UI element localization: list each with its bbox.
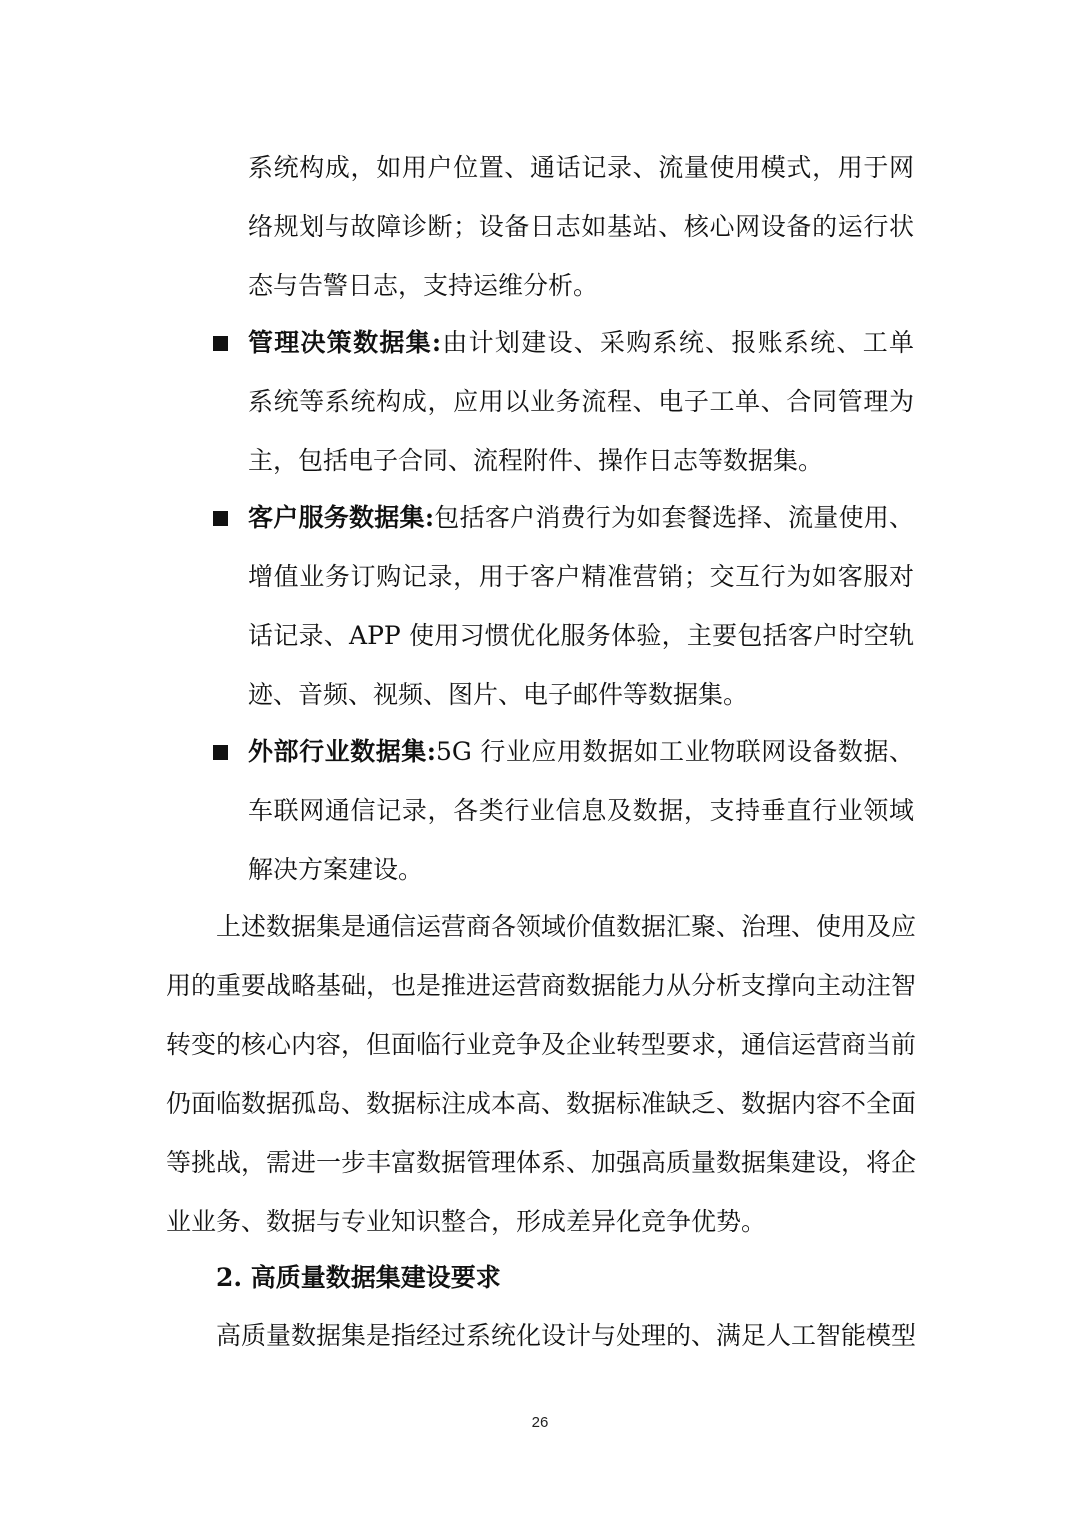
text-line: 主，包括电子合同、流程附件、操作日志等数据集。 bbox=[248, 446, 824, 475]
bullet-term: 管理决策数据集: bbox=[248, 328, 442, 357]
text-line: 迹、音频、视频、图片、电子邮件等数据集。 bbox=[248, 680, 749, 709]
bullet-item-first-line bbox=[248, 323, 914, 363]
paragraph-line: 业业务、数据与专业知识整合，形成差异化竞争优势。 bbox=[166, 1207, 767, 1236]
paragraph-line: 转变的核心内容，但面临行业竞争及企业转型要求，通信运营商当前 bbox=[166, 1030, 917, 1059]
bullet-term: 客户服务数据集: bbox=[248, 503, 435, 532]
bullet-term: 外部行业数据集: bbox=[248, 737, 437, 766]
bullet-text: 5G 行业应用数据如工业物联网设备数据、 bbox=[436, 737, 915, 766]
text-line: 系统等系统构成，应用以业务流程、电子工单、合同管理为 bbox=[248, 387, 914, 416]
bullet-text: 由计划建设、采购系统、报账系统、工单 bbox=[441, 328, 914, 357]
paragraph-line: 用的重要战略基础，也是推进运营商数据能力从分析支撑向主动注智 bbox=[166, 971, 917, 1000]
bullet-text: 包括客户消费行为如套餐选择、流量使用、 bbox=[434, 503, 914, 532]
paragraph-line: 上述数据集是通信运营商各领域价值数据汇聚、治理、使用及应 bbox=[216, 912, 917, 941]
text-line: 态与告警日志，支持运维分析。 bbox=[248, 271, 599, 300]
bullet-square-icon bbox=[213, 336, 228, 351]
text-line: 系统构成，如用户位置、通话记录、流量使用模式，用于网 bbox=[248, 153, 914, 182]
bullet-item-first-line bbox=[248, 498, 914, 538]
page-number: 26 bbox=[531, 1414, 549, 1431]
text-line: 解决方案建设。 bbox=[248, 855, 424, 884]
text-line: 络规划与故障诊断；设备日志如基站、核心网设备的运行状 bbox=[248, 212, 914, 241]
paragraph-line: 等挑战，需进一步丰富数据管理体系、加强高质量数据集建设，将企 bbox=[166, 1148, 917, 1177]
text-line: 话记录、APP 使用习惯优化服务体验，主要包括客户时空轨 bbox=[248, 621, 914, 650]
text-line: 增值业务订购记录，用于客户精准营销；交互行为如客服对 bbox=[248, 562, 914, 591]
paragraph-line: 仍面临数据孤岛、数据标注成本高、数据标准缺乏、数据内容不全面 bbox=[166, 1089, 917, 1118]
bullet-item-first-line bbox=[248, 732, 914, 772]
bullet-square-icon bbox=[213, 745, 228, 760]
paragraph-line: 高质量数据集是指经过系统化设计与处理的、满足人工智能模型 bbox=[216, 1321, 917, 1350]
bullet-square-icon bbox=[213, 511, 228, 526]
text-line: 车联网通信记录，各类行业信息及数据，支持垂直行业领域 bbox=[248, 796, 914, 825]
section-heading: 2. 高质量数据集建设要求 bbox=[216, 1263, 501, 1292]
